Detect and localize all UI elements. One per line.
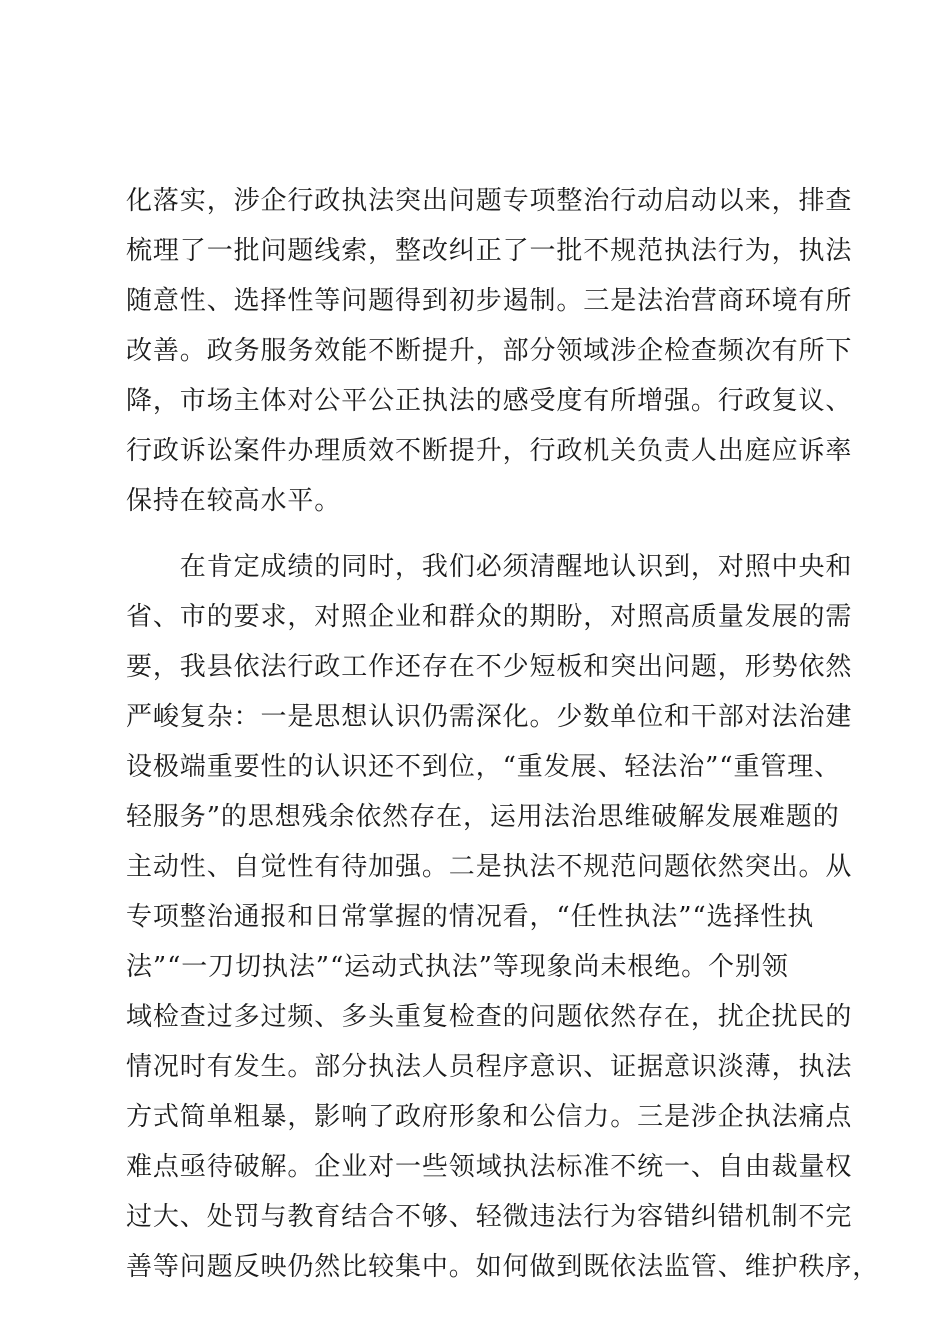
- paragraph-1-line: 行政诉讼案件办理质效不断提升，行政机关负责人出庭应诉率: [126, 436, 853, 466]
- paragraph-2-line: 要，我县依法行政工作还存在不少短板和突出问题，形势依然: [126, 652, 853, 682]
- paragraph-2-line: 善等问题反映仍然比较集中。如何做到既依法监管、维护秩序，: [126, 1252, 880, 1282]
- paragraph-2-line: 在肯定成绩的同时，我们必须清醒地认识到，对照中央和: [126, 552, 853, 582]
- paragraph-1-line: 降，市场主体对公平公正执法的感受度有所增强。行政复议、: [126, 386, 853, 416]
- paragraph-2-line: 方式简单粗暴，影响了政府形象和公信力。三是涉企执法痛点: [126, 1102, 853, 1132]
- paragraph-2-line: 轻服务”的思想残余依然存在，运用法治思维破解发展难题的: [126, 802, 840, 832]
- paragraph-1-line: 改善。政务服务效能不断提升，部分领域涉企检查频次有所下: [126, 336, 853, 366]
- paragraph-2-line: 情况时有发生。部分执法人员程序意识、证据意识淡薄，执法: [126, 1052, 853, 1082]
- paragraph-1-line: 随意性、选择性等问题得到初步遏制。三是法治营商环境有所: [126, 286, 853, 316]
- paragraph-gap: [126, 526, 846, 542]
- paragraph-2-line: 设极端重要性的认识还不到位，“重发展、轻法治”“重管理、: [126, 752, 842, 782]
- paragraph-2-line: 法”“一刀切执法”“运动式执法”等现象尚未根绝。个别领: [126, 952, 789, 982]
- paragraph-2-line: 专项整治通报和日常掌握的情况看，“任性执法”“选择性执: [126, 902, 815, 932]
- paragraph-1-line: 梳理了一批问题线索，整改纠正了一批不规范执法行为，执法: [126, 236, 853, 266]
- paragraph-1-line: 保持在较高水平。: [126, 486, 342, 516]
- paragraph-2-line: 省、市的要求，对照企业和群众的期盼，对照高质量发展的需: [126, 602, 853, 632]
- paragraph-2-line: 主动性、自觉性有待加强。二是执法不规范问题依然突出。从: [126, 852, 853, 882]
- paragraph-2-line: 难点亟待破解。企业对一些领域执法标准不统一、自由裁量权: [126, 1152, 853, 1182]
- document-body: [126, 176, 880, 1292]
- paragraph-2-line: 过大、处罚与教育结合不够、轻微违法行为容错纠错机制不完: [126, 1202, 853, 1232]
- paragraph-2-line: 严峻复杂：一是思想认识仍需深化。少数单位和干部对法治建: [126, 702, 853, 732]
- paragraph-1-line: 化落实，涉企行政执法突出问题专项整治行动启动以来，排查: [126, 186, 853, 216]
- paragraph-2-line: 域检查过多过频、多头重复检查的问题依然存在，扰企扰民的: [126, 1002, 853, 1032]
